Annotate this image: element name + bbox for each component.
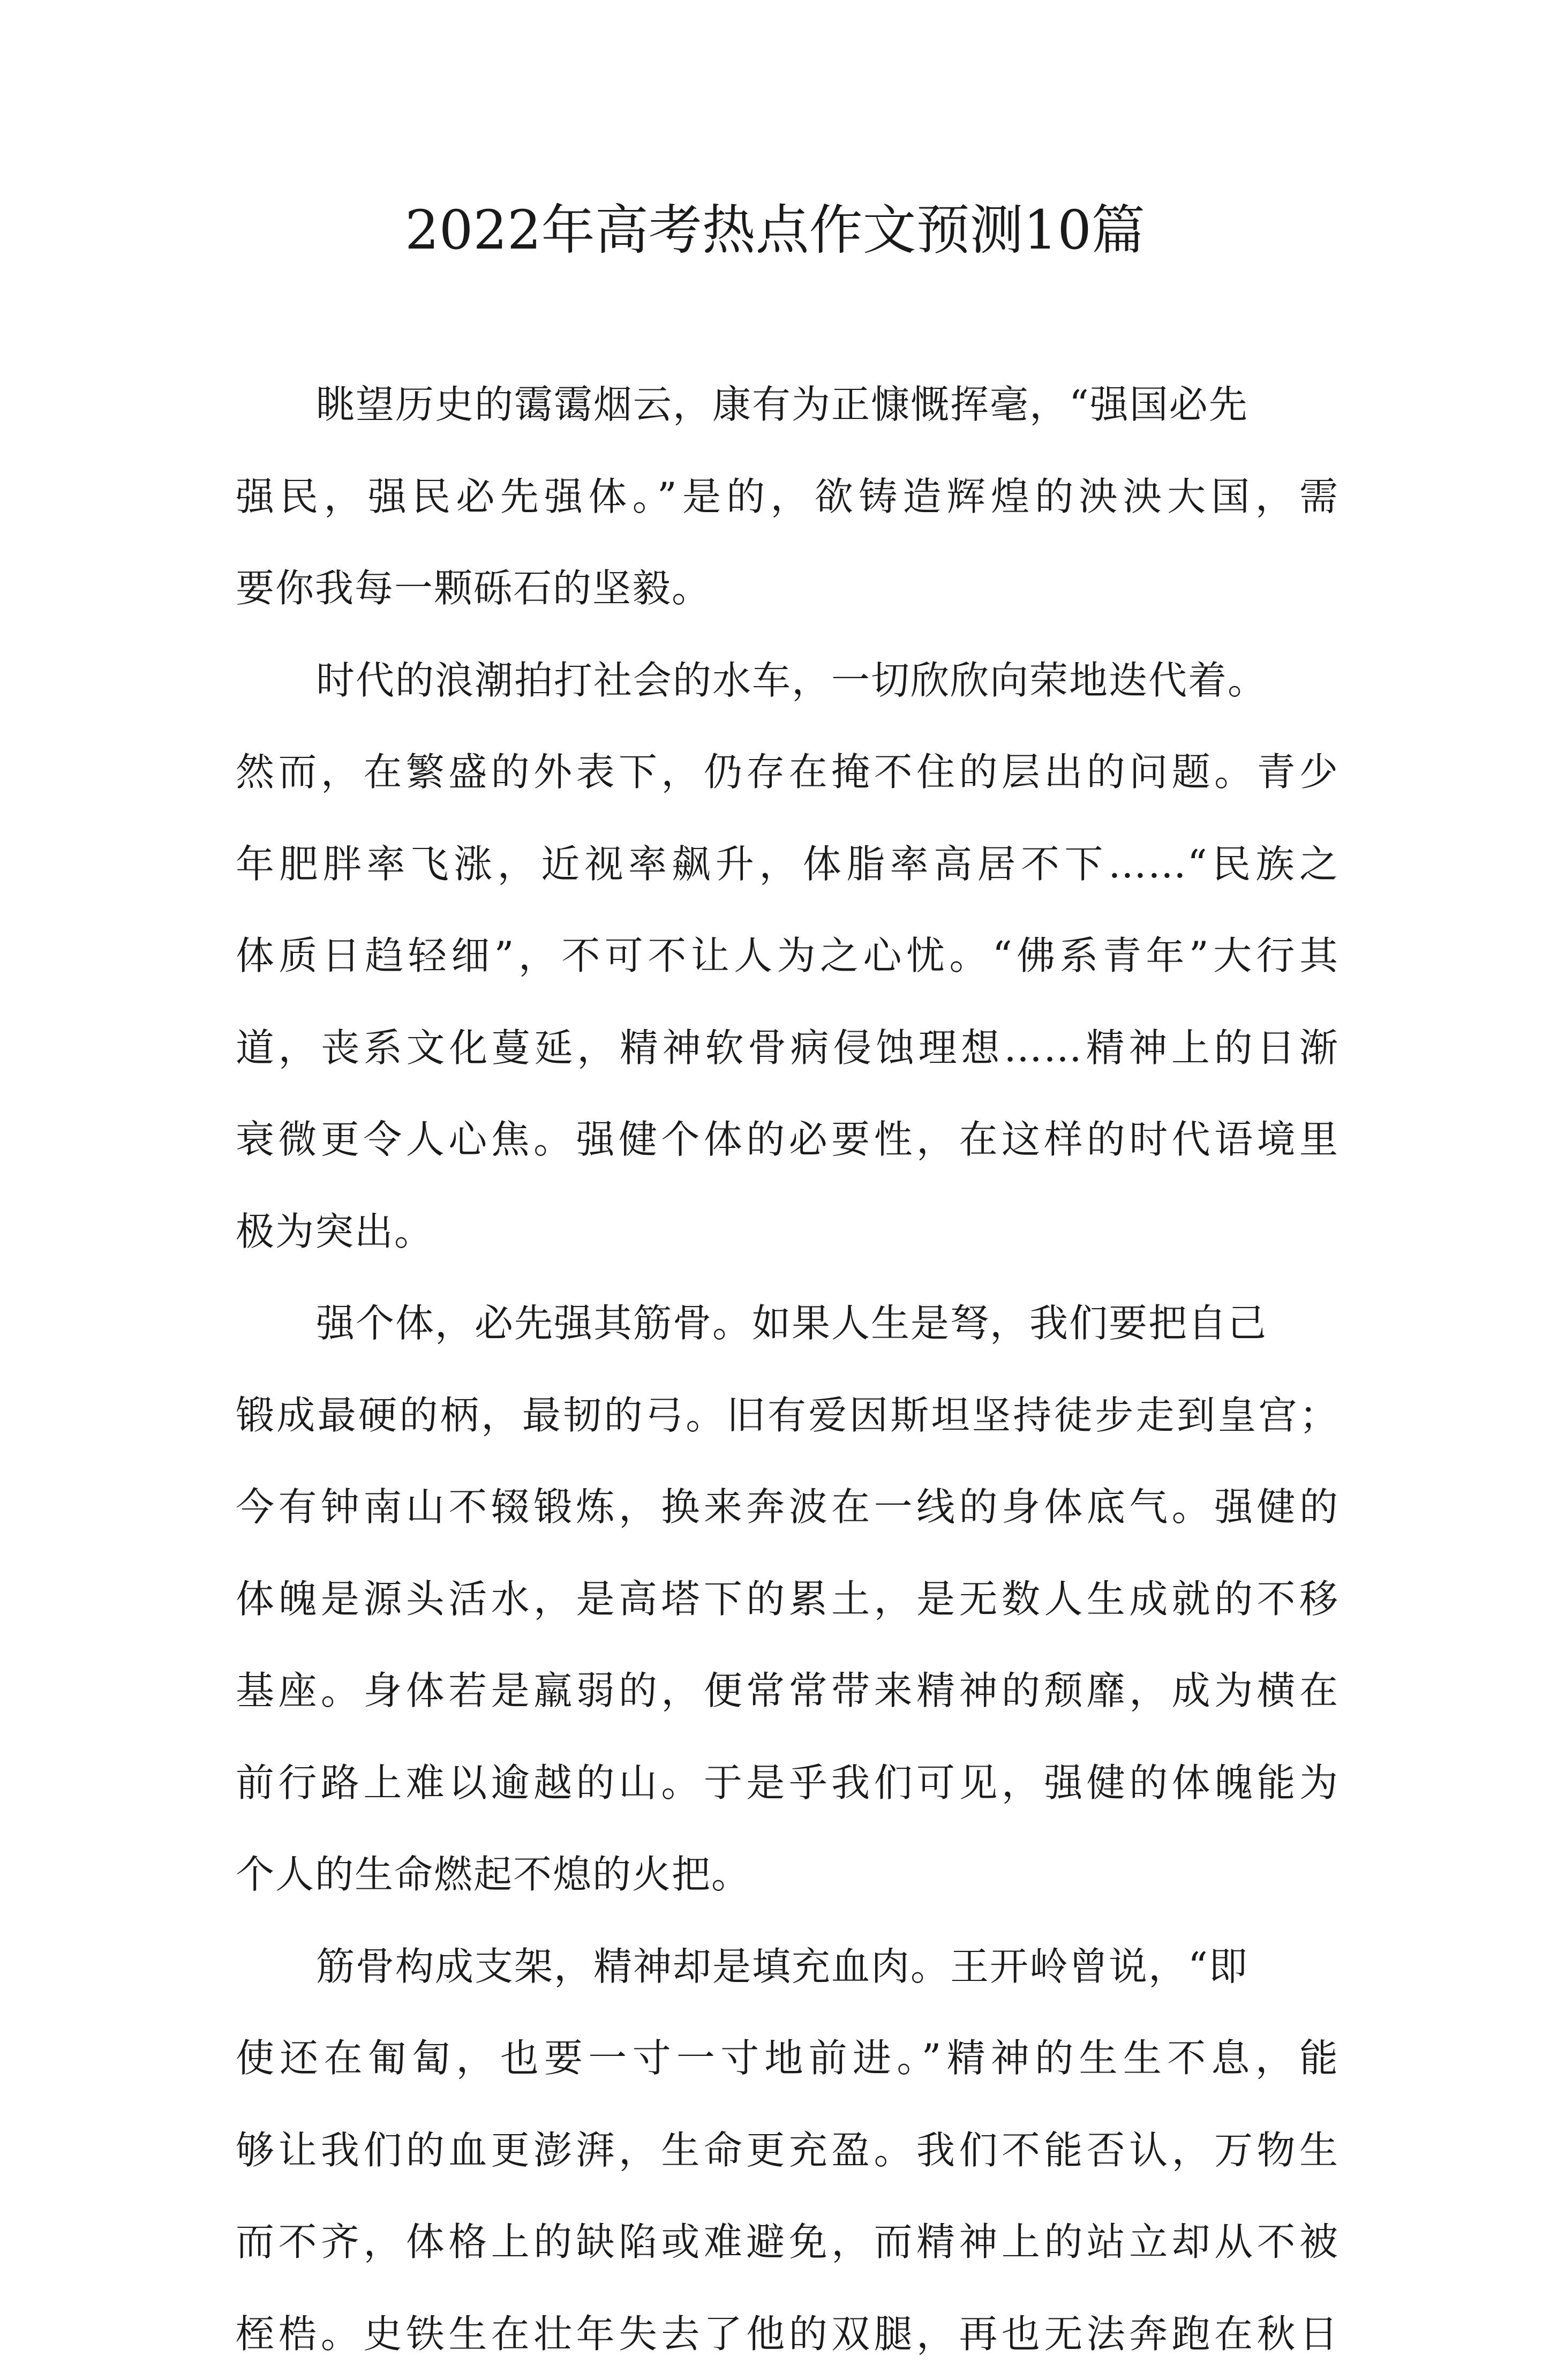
text-line: 时代的浪潮拍打社会的水车，一切欣欣向荣地迭代着。 [236,635,1339,727]
text-line: 极为突出。 [236,1186,1339,1278]
text-line: 今有钟南山不辍锻炼，换来奔波在一线的身体底气。强健的 [236,1461,1339,1553]
text-line: 然而，在繁盛的外表下，仍存在掩不住的层出的问题。青少 [236,726,1339,819]
text-line: 眺望历史的霭霭烟云，康有为正慷慨挥毫，“强国必先 [236,359,1339,451]
text-line: 而不齐，体格上的缺陷或难避免，而精神上的站立却从不被 [236,2196,1339,2288]
text-line: 年肥胖率飞涨，近视率飙升，体脂率高居不下……“民族之 [236,819,1339,911]
text-line: 桎梏。史铁生在壮年失去了他的双腿，再也无法奔跑在秋日 [236,2288,1339,2380]
document-body [236,359,1339,2380]
text-line: 要你我每一颗砾石的坚毅。 [236,543,1339,635]
text-line: 强个体，必先强其筋骨。如果人生是弩，我们要把自己 [236,1278,1339,1370]
text-line: 道，丧系文化蔓延，精神软骨病侵蚀理想……精神上的日渐 [236,1002,1339,1094]
text-line: 够让我们的血更澎湃，生命更充盈。我们不能否认，万物生 [236,2105,1339,2197]
text-line: 使还在匍匐，也要一寸一寸地前进。”精神的生生不息，能 [236,2013,1339,2105]
text-line: 锻成最硬的柄，最韧的弓。旧有爱因斯坦坚持徒步走到皇宫； [236,1370,1339,1462]
text-line: 体质日趋轻细”，不可不让人为之心忧。“佛系青年”大行其 [236,910,1339,1002]
text-line: 个人的生命燃起不熄的火把。 [236,1829,1339,1921]
text-line: 体魄是源头活水，是高塔下的累土，是无数人生成就的不移 [236,1553,1339,1646]
text-line: 强民，强民必先强体。”是的，欲铸造辉煌的泱泱大国，需 [236,451,1339,543]
text-line: 前行路上难以逾越的山。于是乎我们可见，强健的体魄能为 [236,1737,1339,1829]
text-line: 基座。身体若是羸弱的，便常常带来精神的颓靡，成为横在 [236,1645,1339,1737]
text-line: 衰微更令人心焦。强健个体的必要性，在这样的时代语境里 [236,1094,1339,1186]
document-title: 2022年高考热点作文预测10篇 [0,190,1550,271]
text-line: 筋骨构成支架，精神却是填充血肉。王开岭曾说，“即 [236,1921,1339,2013]
